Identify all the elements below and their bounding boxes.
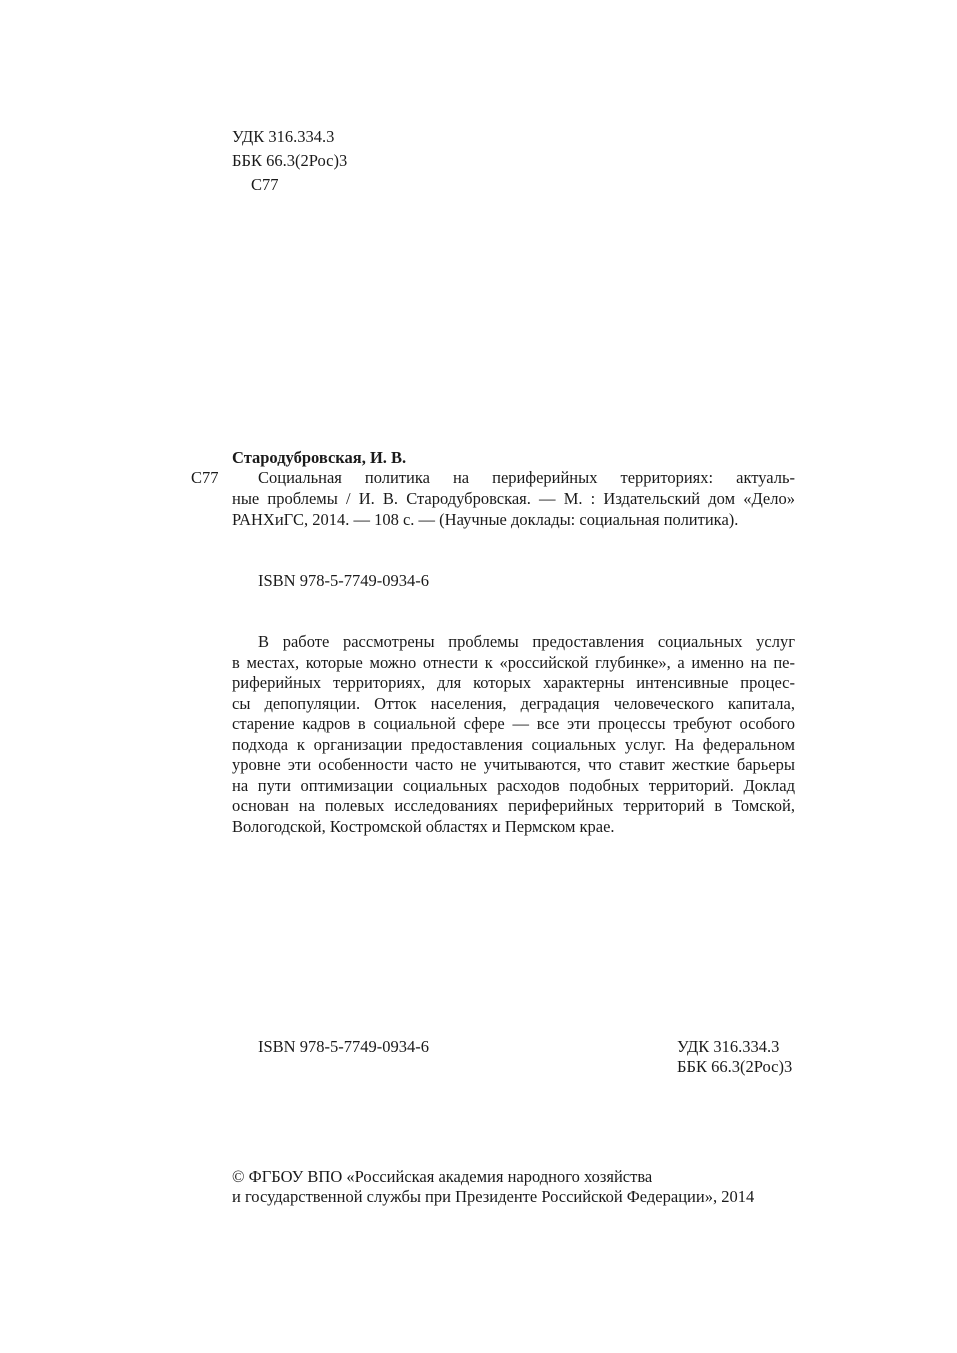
- abstract-line: риферийных территориях, для которых характерны интенсивные процес-: [232, 673, 795, 692]
- header-bbk: ББК 66.3(2Рос)3: [232, 151, 348, 170]
- abstract-line: В работе рассмотрены проблемы предоставления социальных услуг: [258, 632, 795, 651]
- abstract-line: уровне эти особенности часто не учитываются, что ставит жесткие барьеры: [232, 755, 795, 774]
- abstract-line: Вологодской, Костромской областях и Пермском крае.: [232, 817, 615, 836]
- copyright-line-1: © ФГБОУ ВПО «Российская академия народного хозяйства: [232, 1167, 653, 1186]
- abstract-line: старение кадров в социальной сфере — все эти процессы требуют особого: [232, 714, 795, 733]
- card-isbn: ISBN 978-5-7749-0934-6: [258, 571, 429, 590]
- abstract-line: на пути оптимизации социальных расходов подобных территорий. Доклад: [232, 776, 795, 795]
- header-udk: УДК 316.334.3: [232, 127, 335, 146]
- copyright-line-2: и государственной службы при Президенте Российской Федерации», 2014: [232, 1187, 755, 1206]
- author-name: Стародубровская, И. В.: [232, 448, 407, 467]
- margin-code: С77: [191, 468, 219, 487]
- abstract-line: основан на полевых исследованиях периферийных территорий в Томской,: [232, 796, 795, 815]
- card-line-2: ные проблемы / И. В. Стародубровская. — М. : Издательский дом «Дело»: [232, 489, 795, 508]
- header-code: С77: [251, 175, 279, 194]
- footer-udk: УДК 316.334.3: [677, 1037, 780, 1056]
- abstract-line: подхода к организации предоставления социальных услуг. На федеральном: [232, 735, 795, 754]
- footer-bbk: ББК 66.3(2Рос)3: [677, 1057, 793, 1076]
- card-line-1: Социальная политика на периферийных территориях: актуаль-: [258, 468, 795, 487]
- footer-isbn: ISBN 978-5-7749-0934-6: [258, 1037, 429, 1056]
- abstract-line: в местах, которые можно отнести к «российской глубинке», а именно на пе-: [232, 653, 795, 672]
- card-line-3: РАНХиГС, 2014. — 108 с. — (Научные доклады: социальная политика).: [232, 510, 739, 529]
- abstract-line: сы депопуляции. Отток населения, деградация человеческого капитала,: [232, 694, 795, 713]
